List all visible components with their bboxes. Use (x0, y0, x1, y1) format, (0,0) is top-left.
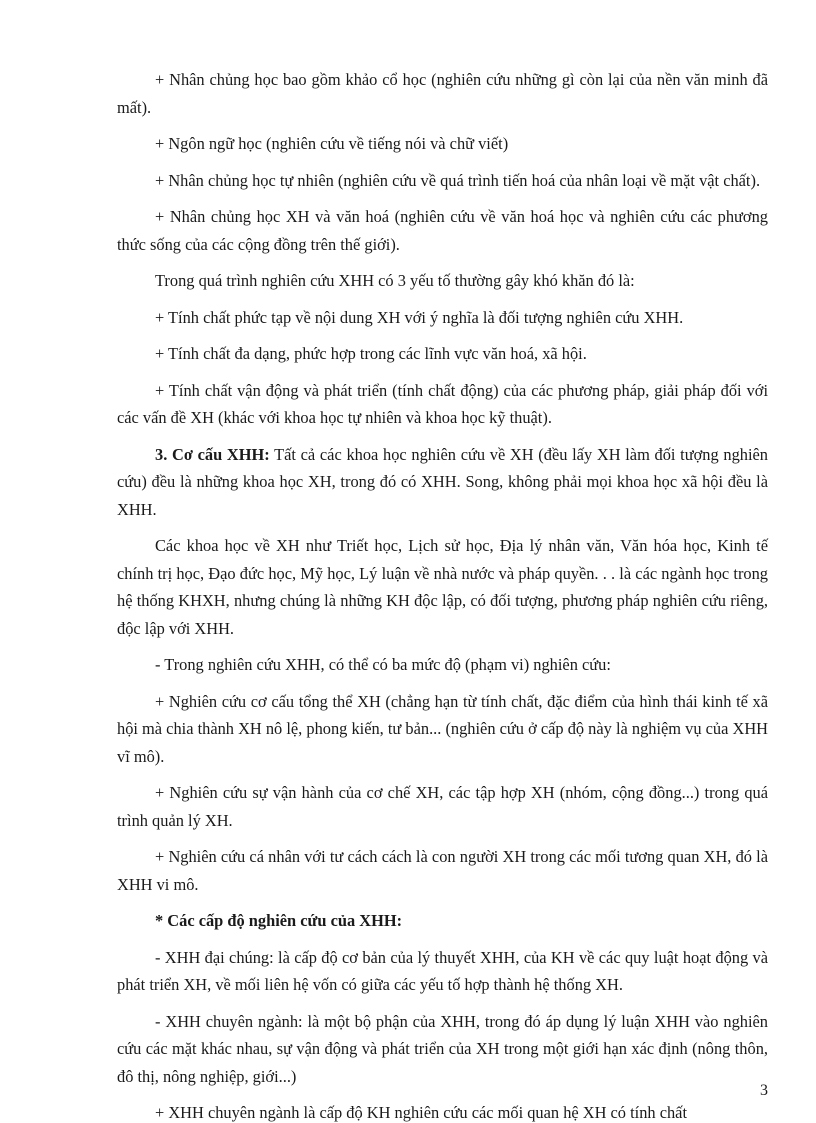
section-heading: 3. Cơ cấu XHH: (155, 444, 270, 464)
paragraph: + Nhân chủng học XH và văn hoá (nghiên cứu về văn hoá học và nghiên cứu các phương thức sống của các cộng đồng trên thế giới). (117, 207, 768, 254)
paragraph: + Nhân chủng học bao gồm khảo cổ học (nghiên cứu những gì còn lại của nền văn minh đã mất). (117, 70, 768, 117)
paragraph: - XHH đại chúng: là cấp độ cơ bản của lý thuyết XHH, của KH về các quy luật hoạt động và phát triển XH, về mối liên hệ vốn có giữa các yếu tố hợp thành hệ thống XH. (117, 947, 768, 994)
levels-heading: * Các cấp độ nghiên cứu của XHH: (155, 911, 403, 930)
paragraph: + Nghiên cứu cá nhân với tư cách cách là con người XH trong các mối tương quan XH, đó là XHH vi mô. (117, 847, 768, 894)
section-3-paragraph (117, 441, 768, 524)
paragraph: + Nhân chủng học tự nhiên (nghiên cứu về quá trình tiến hoá của nhân loại về mặt vật chất). (155, 170, 761, 190)
paragraph: - XHH chuyên ngành: là một bộ phận của XHH, trong đó áp dụng lý luận XHH vào nghiên cứu các mặt khác nhau, sự vận động và phát triển của XH trong một giới hạn xác định (nông thôn, đô thị, nông nghiệp, giới...) (117, 1011, 768, 1086)
page-body (117, 66, 768, 1123)
paragraph: - Trong nghiên cứu XHH, có thể có ba mức độ (phạm vi) nghiên cứu: (155, 655, 611, 674)
paragraph: + Tính chất phức tạp về nội dung XH với ý nghĩa là đối tượng nghiên cứu XHH. (155, 307, 684, 327)
paragraph: + Ngôn ngữ học (nghiên cứu về tiếng nói và chữ viết) (155, 134, 509, 153)
paragraph: + XHH chuyên ngành là cấp độ KH nghiên cứu các mối quan hệ XH có tính chất (155, 1103, 687, 1122)
paragraph: + Tính chất vận động và phát triển (tính chất động) của các phương pháp, giải pháp đối với các vấn đề XH (khác với khoa học tự nhiên và khoa học kỹ thuật). (117, 380, 768, 427)
page-number: 3 (760, 1082, 768, 1099)
paragraph: + Nghiên cứu sự vận hành của cơ chế XH, các tập hợp XH (nhóm, cộng đồng...) trong quá trình quản lý XH. (117, 783, 768, 830)
paragraph: + Tính chất đa dạng, phức hợp trong các lĩnh vực văn hoá, xã hội. (155, 344, 587, 363)
paragraph: + Nghiên cứu cơ cấu tổng thể XH (chẳng hạn từ tính chất, đặc điểm của hình thái kinh tế xã hội mà chia thành XH nô lệ, phong kiến, tư bản... (nghiên cứu ở cấp độ này là nghiệm vụ của XHH vĩ mô). (117, 691, 768, 766)
paragraph: Trong quá trình nghiên cứu XHH có 3 yếu tố thường gây khó khăn đó là: (155, 271, 635, 290)
paragraph: Các khoa học về XH như Triết học, Lịch sử học, Địa lý nhân văn, Văn hóa học, Kinh tế chính trị học, Đạo đức học, Mỹ học, Lý luận về nhà nước và pháp quyền. . . là các ngành học trong hệ thống KHXH, nhưng chúng là những KH độc lập, có đối tượng, phương pháp nghiên cứu riêng, độc lập với XHH. (117, 536, 768, 638)
section-text: Tất cả các khoa học nghiên cứu về XH (đều lấy XH làm đối tượng nghiên cứu) đều là những khoa học XH, trong đó có XHH. Song, không phải mọi khoa học xã hội đều là XHH. (117, 444, 768, 519)
